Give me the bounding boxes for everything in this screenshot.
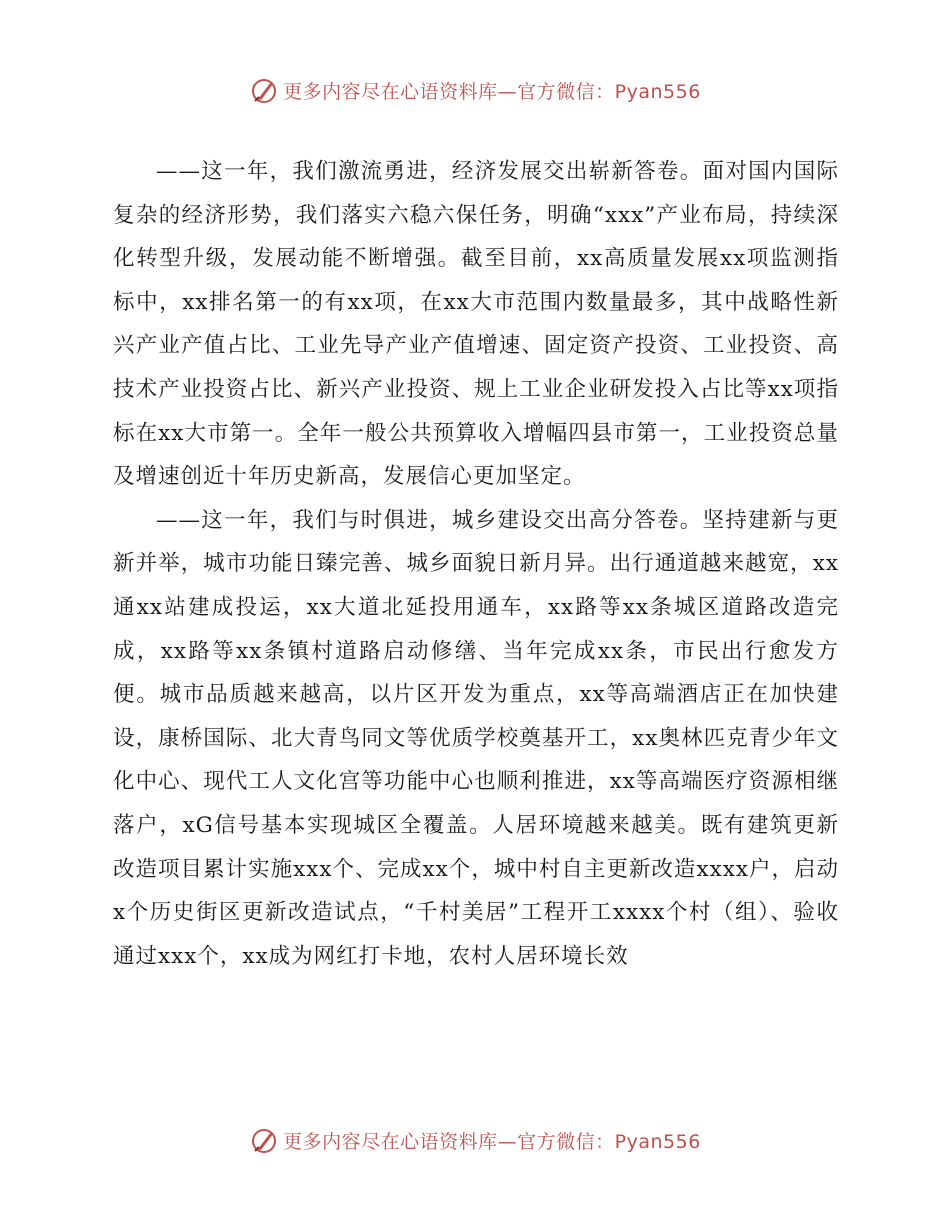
watermark-text-bottom: 更多内容尽在心语资料库—官方微信：Pyan556 (283, 1130, 701, 1153)
quill-logo-icon (249, 75, 279, 105)
paragraph-economy: ——这一年，我们激流勇进，经济发展交出崭新答卷。面对国内国际复杂的经济形势，我们落实六稳六保任务，明确“xxx”产业布局，持续深化转型升级，发展动能不断增强。截至目前，xx高质量发展xx项监测指标中，xx排名第一的有xx项，在xx大市范围内数量最多，其中战略性新兴产业产值占比、工业先导产业产值增速、固定资产投资、工业投资、高技术产业投资占比、新兴产业投资、规上工业企业研发投入占比等xx项指标在xx大市第一。全年一般公共预算收入增幅四县市第一，工业投资总量及增速创近十年历史新高，发展信心更加坚定。 (113, 159, 839, 490)
watermark-banner-bottom (0, 1120, 950, 1160)
document-body (113, 150, 839, 978)
watermark-banner-top (0, 70, 950, 110)
quill-logo-icon (249, 1125, 279, 1155)
watermark-text-top: 更多内容尽在心语资料库—官方微信：Pyan556 (283, 80, 701, 103)
paragraph-urban-rural: ——这一年，我们与时俱进，城乡建设交出高分答卷。坚持建新与更新并举，城市功能日臻完善、城乡面貌日新月异。出行通道越来越宽，xx通xx站建成投运，xx大道北延投用通车，xx路等xx条城区道路改造完成，xx路等xx条镇村道路启动修缮、当年完成xx条，市民出行愈发方便。城市品质越来越高，以片区开发为重点，xx等高端酒店正在加快建设，康桥国际、北大青鸟同文等优质学校奠基开工，xx奥林匹克青少年文化中心、现代工人文化宫等功能中心也顺利推进，xx等高端医疗资源相继落户，xG信号基本实现城区全覆盖。人居环境越来越美。既有建筑更新改造项目累计实施xxx个、完成xx个，城中村自主更新改造xxxx户，启动x个历史街区更新改造试点，“千村美居”工程开工xxxx个村（组）、验收通过xxx个，xx成为网红打卡地，农村人居环境长效 (113, 507, 839, 969)
